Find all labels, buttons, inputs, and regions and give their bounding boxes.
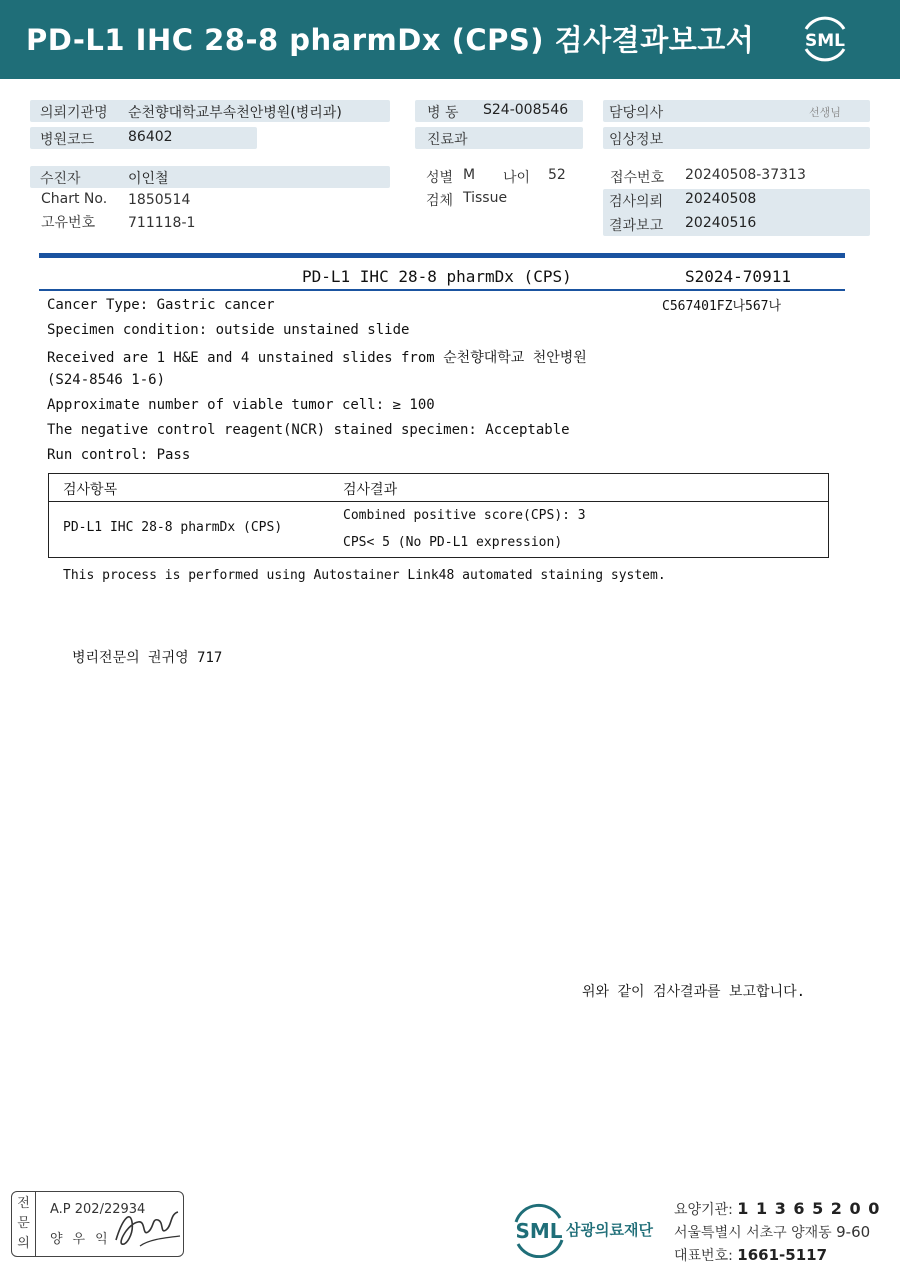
report-line: Received are 1 H&E and 4 unstained slides from 순천향대학교 천안병원 (47, 350, 587, 366)
report-code: S2024-70911 (685, 267, 791, 286)
reception-value: 20240508-37313 (685, 167, 806, 183)
phone-value: 1661-5117 (737, 1246, 828, 1264)
chart-label: Chart No. (41, 191, 108, 207)
stamp-side-char: 문 (17, 1216, 30, 1231)
footer-logo-text: SML (515, 1219, 563, 1243)
institution-label: 의뢰기관명 (40, 105, 108, 121)
report-line: The negative control reagent(NCR) stained specimen: Acceptable (47, 422, 570, 438)
result-value: 20240516 (685, 215, 757, 231)
age-value: 52 (548, 167, 566, 183)
institution-code (674, 1199, 880, 1219)
id-value: 711118-1 (128, 215, 196, 231)
doctor-label: 담당의사 (609, 105, 664, 121)
chart-value: 1850514 (128, 192, 191, 208)
result-table-header (49, 474, 828, 502)
result-label: 결과보고 (609, 218, 664, 234)
phone-label: 대표번호: (674, 1248, 733, 1264)
address (674, 1222, 870, 1242)
report-top-rule (39, 253, 845, 258)
institution-row (30, 100, 390, 122)
logo-text: SML (805, 31, 845, 51)
report-line: Specimen condition: outside unstained slide (47, 322, 410, 338)
result-table (48, 473, 829, 558)
hospital-code-row (30, 127, 257, 149)
reception-label: 접수번호 (610, 170, 665, 186)
header-bar (0, 0, 900, 79)
institution-value: 순천향대학교부속천안병원(병리과) (128, 105, 342, 121)
patient-label: 수진자 (40, 171, 81, 187)
report-title-rule (39, 289, 845, 291)
report-subcode: C567401FZ나567나 (662, 299, 782, 314)
institution-code-value: 1 1 3 6 5 2 0 0 (737, 1199, 881, 1218)
phone (674, 1245, 827, 1265)
handwritten-signature-icon (112, 1200, 184, 1252)
stamp-side-char: 전 (17, 1196, 30, 1211)
patient-value: 이인철 (128, 171, 169, 187)
dates-block (603, 189, 870, 236)
pathologist-signature-line: 병리전문의 권귀영 717 (72, 650, 223, 666)
hospital-code-label: 병원코드 (40, 132, 95, 148)
department-label: 진료과 (427, 132, 468, 148)
doctor-suffix: 선생님 (809, 106, 841, 119)
table-item-cell: PD-L1 IHC 28-8 pharmDx (CPS) (63, 520, 283, 535)
clinical-label: 임상정보 (609, 132, 664, 148)
ward-value: S24-008546 (483, 102, 569, 118)
department-row (415, 127, 583, 149)
process-note: This process is performed using Autostainer Link48 automated staining system. (63, 568, 666, 583)
address-text: 서울특별시 서초구 양재동 (674, 1225, 832, 1241)
report-line: Approximate number of viable tumor cell: ≥ 100 (47, 397, 435, 413)
report-title: PD-L1 IHC 28-8 pharmDx (CPS) (302, 267, 572, 286)
sex-label: 성별 (426, 170, 454, 186)
report-line: Run control: Pass (47, 447, 191, 463)
table-result-line-1: Combined positive score(CPS): 3 (343, 508, 586, 523)
organization-name: 삼광의료재단 (566, 1221, 653, 1239)
id-label: 고유번호 (41, 215, 96, 231)
report-line: Cancer Type: Gastric cancer (47, 297, 275, 313)
age-label: 나이 (503, 170, 531, 186)
specimen-label: 검체 (426, 193, 454, 209)
specimen-value: Tissue (463, 190, 508, 206)
specialist-stamp (11, 1191, 184, 1257)
report-line: (S24-8546 1-6) (47, 372, 166, 388)
request-label: 검사의뢰 (609, 194, 664, 210)
closing-statement: 위와 같이 검사결과를 보고합니다. (582, 984, 806, 1000)
doctor-row (603, 100, 870, 122)
sex-value: M (463, 167, 476, 183)
stamp-ap-number: A.P 202/22934 (50, 1202, 146, 1217)
institution-code-label: 요양기관: (674, 1202, 733, 1218)
table-header-item: 검사항목 (63, 482, 118, 498)
stamp-side-char: 의 (17, 1236, 30, 1251)
sml-logo-icon (798, 13, 852, 65)
ward-row (415, 100, 583, 122)
request-value: 20240508 (685, 191, 757, 207)
hospital-code-value: 86402 (128, 129, 173, 145)
table-result-line-2: CPS< 5 (No PD-L1 expression) (343, 535, 563, 550)
ward-label: 병 동 (427, 105, 459, 121)
page-title: PD-L1 IHC 28-8 pharmDx (CPS) 검사결과보고서 (26, 23, 755, 57)
patient-row (30, 166, 390, 188)
stamp-side-label (12, 1192, 36, 1256)
stamp-name: 양우익 (50, 1232, 118, 1247)
table-header-result: 검사결과 (343, 482, 398, 498)
clinical-row (603, 127, 870, 149)
address-number: 9-60 (836, 1223, 871, 1241)
